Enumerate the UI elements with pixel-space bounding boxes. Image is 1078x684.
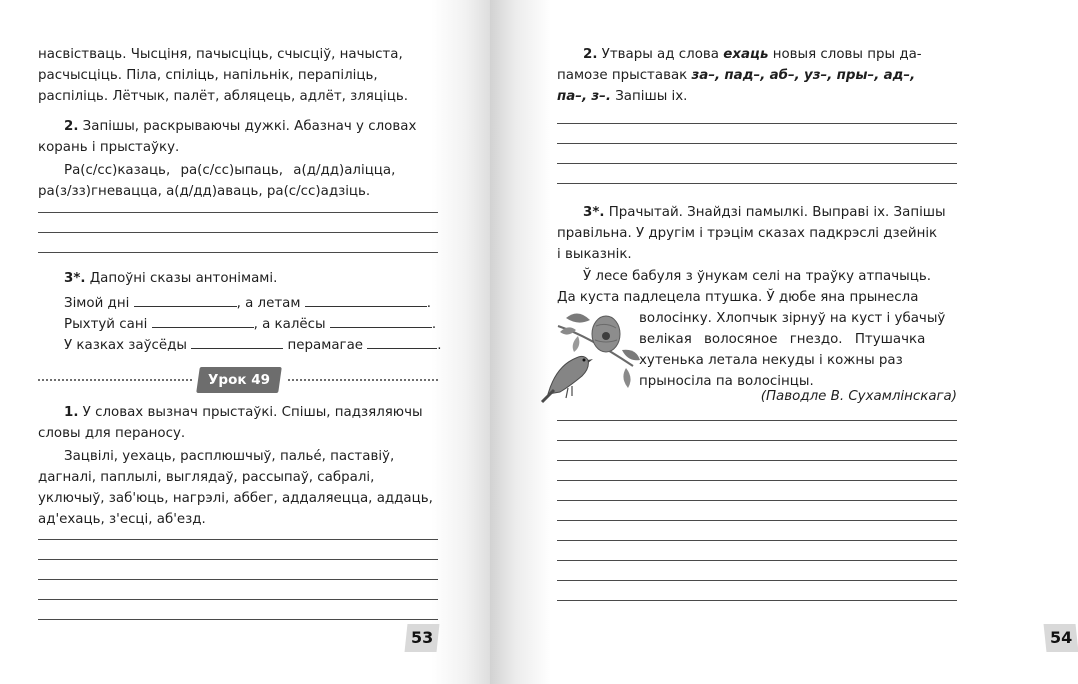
- task3-instruction: [64, 268, 438, 289]
- leaf-icon: [566, 313, 590, 322]
- task2-instruction-line2: корань і прыстаўку.: [38, 140, 180, 155]
- lesson-label: Урок 49: [208, 372, 270, 388]
- prefix: уз–,: [804, 68, 833, 83]
- story-line: волосінку. Хлопчык зірнуў на куст і убачыў: [639, 311, 946, 326]
- word-list-line: уключыў, заб'юць, нагрэлі, аббег, аддаляецца, аддаць,: [38, 491, 433, 506]
- sentence-text: Рыхтуй сані: [64, 317, 148, 332]
- answer-line[interactable]: [557, 540, 957, 541]
- answer-line[interactable]: [557, 163, 957, 164]
- page-number-text: 53: [410, 628, 434, 647]
- prefix: аб–,: [769, 68, 800, 83]
- lesson-task1-instruction: [64, 402, 438, 423]
- answer-line[interactable]: [557, 123, 957, 124]
- answer-line[interactable]: [557, 183, 957, 184]
- blank-field[interactable]: [367, 334, 437, 349]
- blank-field[interactable]: [191, 334, 283, 349]
- answer-line[interactable]: [557, 560, 957, 561]
- task3-instruction-line: і выказнік.: [557, 247, 632, 262]
- bird-nest-illustration: [538, 306, 648, 406]
- bird-eye-icon: [583, 359, 586, 362]
- antonym-sentence-3: [64, 334, 444, 356]
- prefix: пад–,: [724, 68, 766, 83]
- sentence-end: .: [437, 338, 442, 353]
- task2-number: 2.: [583, 47, 598, 62]
- leaf-icon: [573, 336, 580, 352]
- prefix: ад–,: [883, 68, 916, 83]
- sentence-text: Зімой дні: [64, 296, 130, 311]
- answer-line[interactable]: [557, 580, 957, 581]
- story-line: Ў лесе бабуля з ўнукам селі на траўку атпачыць.: [583, 269, 931, 284]
- story-line: прыносіла па волосінцы.: [639, 374, 814, 389]
- bird-tail-icon: [542, 390, 554, 402]
- blank-field[interactable]: [305, 292, 427, 307]
- task3-instruction-line: [583, 202, 957, 223]
- answer-line[interactable]: [38, 559, 438, 560]
- task2-line2: [557, 65, 957, 86]
- sentence-end: .: [431, 317, 437, 332]
- leaf-icon: [622, 350, 640, 361]
- story-line: хутенька летала некуды і кожны раз: [639, 353, 903, 368]
- task2-number: 2.: [64, 119, 79, 134]
- task2-words-line2: ра(з/зз)гневацца, а(д/дд)аваць, ра(с/сс)адзіць.: [38, 184, 371, 199]
- task3-instruction-text: Прачытай. Знайдзі памылкі. Выправі іх. Запішы: [608, 205, 946, 220]
- page-number-text: 54: [1049, 628, 1073, 647]
- task2-instruction: [64, 116, 438, 137]
- task2-instruction-text: Запішы, раскрываючы дужкі. Абазнач у словах: [82, 119, 417, 134]
- bird-beak-icon: [588, 359, 593, 363]
- left-page: [0, 0, 490, 684]
- sentence-text: У казках заўсёды: [64, 338, 187, 353]
- task2-text: Утвары ад слова: [601, 47, 719, 62]
- word-list-line: ад'ехаць, з'есці, аб'езд.: [38, 512, 206, 527]
- prefix: пры–,: [836, 68, 880, 83]
- task3-number: 3*.: [64, 271, 86, 286]
- answer-line[interactable]: [38, 232, 438, 233]
- continued-line-3: распіліць. Лётчык, палёт, абляцець, адлёт, зляціць.: [38, 89, 408, 104]
- blank-field[interactable]: [152, 313, 254, 328]
- answer-line[interactable]: [38, 212, 438, 213]
- task2-words-line1: Ра(с/сс)казаць, ра(с/сс)ыпаць, а(д/дд)аліцца,: [64, 163, 396, 178]
- task2-line3: [557, 86, 957, 107]
- sentence-text: перамагае: [287, 338, 364, 353]
- task2-line1: [583, 44, 957, 65]
- answer-line[interactable]: [557, 520, 957, 521]
- prefix: па–,: [557, 89, 588, 104]
- answer-line[interactable]: [557, 460, 957, 461]
- lesson-divider: [38, 367, 438, 393]
- task3-instruction-line: правільна. У другім і трэцім сказах падкрэслі дзейнік: [557, 226, 938, 241]
- source-attribution: (Паводле В. Сухамлінскага): [760, 389, 957, 404]
- blank-field[interactable]: [330, 313, 432, 328]
- continued-line-2: расчысціць. Піла, спіліць, напільнік, перапіліць,: [38, 68, 378, 83]
- task2-text: Запішы іх.: [615, 89, 688, 104]
- lesson-task1-instruction-line2: словы для пераносу.: [38, 426, 186, 441]
- nest-entrance-icon: [602, 332, 610, 340]
- answer-line[interactable]: [557, 420, 957, 421]
- answer-line[interactable]: [557, 500, 957, 501]
- leaf-icon: [623, 368, 630, 388]
- answer-line[interactable]: [557, 600, 957, 601]
- blank-field[interactable]: [134, 292, 237, 307]
- word-list-line: Зацвілі, уехаць, расплюшчыў, пальé, паставіў,: [64, 449, 395, 464]
- task2-key-word: ехаць: [723, 47, 769, 62]
- prefix: з–.: [591, 89, 611, 104]
- answer-line[interactable]: [38, 252, 438, 253]
- antonym-sentence-1: [64, 292, 444, 314]
- continued-line-1: насвістваць. Чысціня, пачысціць, счысціў, начыста,: [38, 47, 403, 62]
- task2-text: новыя словы пры да-: [772, 47, 922, 62]
- answer-line[interactable]: [557, 143, 957, 144]
- dotted-rule: [288, 379, 438, 381]
- sentence-text: , а летам: [236, 296, 301, 311]
- page-number-left: [405, 624, 440, 652]
- answer-line[interactable]: [38, 579, 438, 580]
- antonym-sentence-2: [64, 313, 444, 335]
- task3-number: 3*.: [583, 205, 605, 220]
- story-line: велікая волосяное гнездо. Птушачка: [639, 332, 926, 347]
- answer-line[interactable]: [38, 619, 438, 620]
- page-number-right: [1044, 624, 1078, 652]
- dotted-rule: [38, 379, 192, 381]
- story-line: Да куста падлецела птушка. Ў дюбе яна прынесла: [557, 290, 919, 305]
- answer-line[interactable]: [557, 480, 957, 481]
- word-list-line: дагналі, паплылі, выглядаў, рассыпаў, сабралі,: [38, 470, 375, 485]
- sentence-end: .: [426, 296, 431, 311]
- prefix: за–,: [691, 68, 721, 83]
- lesson-tag: [196, 367, 282, 393]
- task2-text: памозе прыставак: [557, 68, 688, 83]
- sentence-text: , а калёсы: [253, 317, 326, 332]
- answer-line[interactable]: [38, 539, 438, 540]
- lesson-task1-instruction-text: У словах вызнач прыстаўкі. Спішы, падзяляючы: [82, 405, 423, 420]
- answer-line[interactable]: [38, 599, 438, 600]
- lesson-task1-number: 1.: [64, 405, 79, 420]
- task3-instruction-text: Дапоўні сказы антонімамі.: [89, 271, 278, 286]
- answer-line[interactable]: [557, 440, 957, 441]
